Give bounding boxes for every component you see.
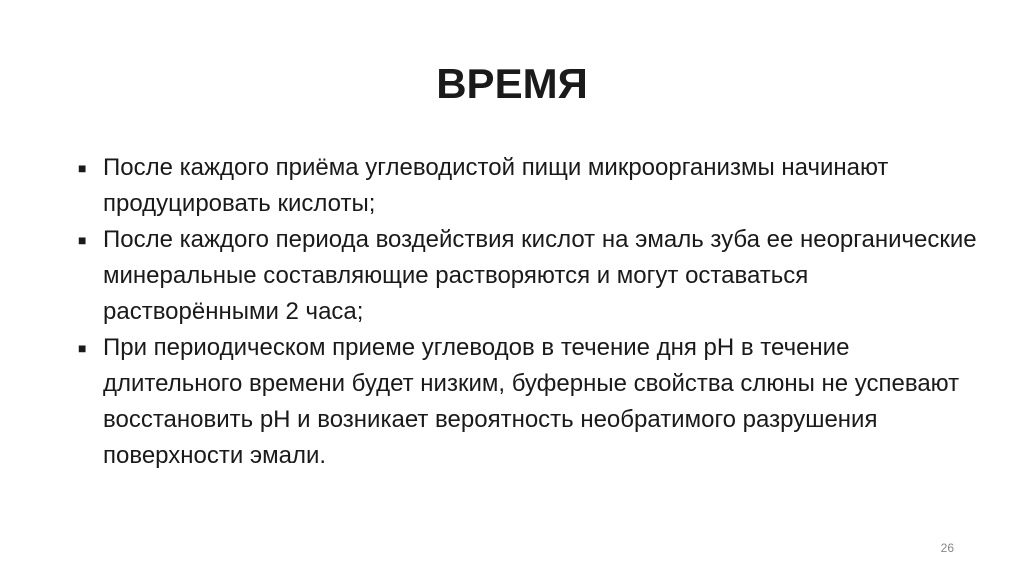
square-bullet-icon: ■ (78, 340, 87, 356)
bullet-item (78, 150, 978, 222)
bullet-text: После каждого периода воздействия кислот на эмаль зуба ее неорганические минеральные составляющие растворяются и могут оставаться растворёнными 2 часа; (103, 226, 977, 325)
bullet-list (78, 150, 978, 474)
square-bullet-icon: ■ (78, 160, 87, 176)
square-bullet-icon: ■ (78, 232, 87, 248)
bullet-text: При периодическом приеме углеводов в течение дня pH в течение длительного времени будет низким, буферные свойства слюны не успевают восстановить pH и возникает вероятность необратимого разрушения поверхности эмали. (103, 334, 960, 469)
bullet-item (78, 330, 978, 474)
bullet-text: После каждого приёма углеводистой пищи микроорганизмы начинают продуцировать кислоты; (103, 154, 889, 217)
slide-title: ВРЕМЯ (436, 60, 588, 107)
page-number: 26 (940, 541, 954, 555)
bullet-item (78, 222, 978, 330)
